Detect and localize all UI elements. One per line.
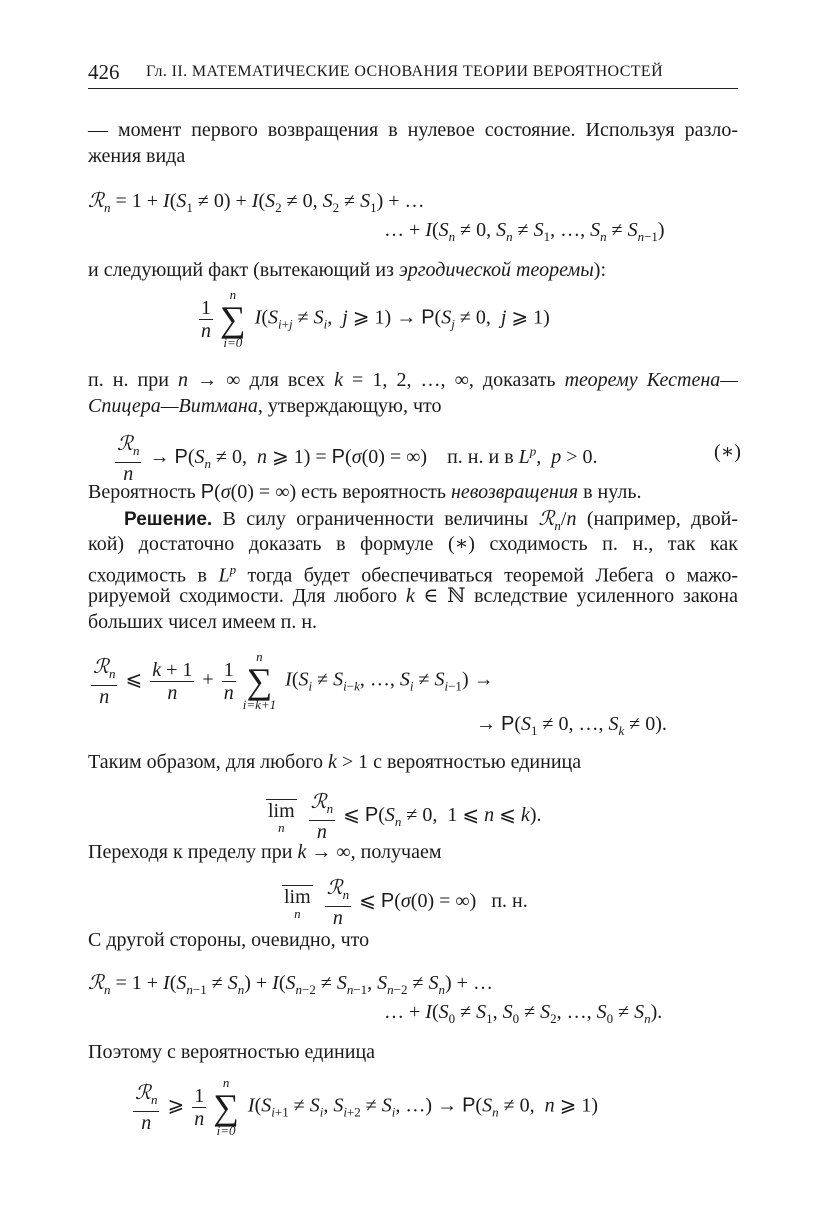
equation-slln-line1: $\frac{ℛ_n}{n}$ ⩽ $\frac{k + 1}{n}$ + $\frac{1}{n}$ n ∑ i=k+1 $I(S_i \ne S_{i-k}$, …, $S_i \ne S_{i-1}$) → bbox=[93, 649, 494, 712]
equation-rn-expansion-line1: ℛ$_n$ = $1 + I(S_1 \ne 0) + I(S_2 \ne 0$, $S_2 \ne S_1$) + … bbox=[88, 188, 425, 215]
text-line: Вероятность P(σ(0) = ∞) есть вероятность невозвращения в нуль. bbox=[88, 481, 642, 503]
equation-rn-reverse-line1: ℛ$_n$ = $1 + I(S_{n-1} \ne S_n) + I(S_{n-2} \ne S_{n-1}$, $S_{n-2} \ne S_n$) + … bbox=[88, 970, 493, 997]
text-line: — момент первого возвращения в нулевое состояние. Используя разло- bbox=[88, 119, 738, 141]
equation-ergodic: $\frac{1}{n}$ n ∑ i=0 $I(S_{i+j} \ne S_i$, j ⩾ $1) \to P(S_j \ne 0$, j ⩾ 1) bbox=[201, 287, 550, 350]
text-line: п. н. при n → ∞ для всех k = 1, 2, …, ∞, доказать теорему Кестена— bbox=[88, 369, 739, 391]
text-line: Спицера—Витмана, утверждающую, что bbox=[88, 395, 442, 417]
equation-tag-star: (∗) bbox=[714, 441, 741, 463]
text-line: Решение. В силу ограниченности величины ℛ$_n$/n (например, двой- bbox=[124, 506, 738, 533]
equation-kesten-spitzer-whitman: $\frac{ℛ_n}{n}$ → $P(S_n \ne 0$, n ⩾ 1) = P(σ(0) = ∞) п. н. и в $L^p$, p > 0. bbox=[117, 431, 598, 485]
text-line: С другой стороны, очевидно, что bbox=[88, 929, 370, 951]
text-line: Переходя к пределу при k → ∞, получаем bbox=[88, 841, 442, 863]
equation-lower-bound: $\frac{ℛ_n}{n}$ ⩾ $\frac{1}{n}$ n ∑ i=0 $I(S_{i+1} \ne S_i$, $S_{i+2} \ne S_i$, …) → $P(S_n \ne 0$, n ⩾ 1) bbox=[135, 1075, 598, 1138]
solution-label: Решение. bbox=[124, 509, 213, 530]
equation-limsup-k: lim n $\frac{ℛ_n}{n}$ ⩽ $P(S_n \ne 0$, 1 ⩽ n ⩽ k). bbox=[268, 789, 542, 843]
text-line: сходимость в $L^p$ тогда будет обеспечиваться теоремой Лебега о мажо- bbox=[88, 562, 738, 587]
text-line: рируемой сходимости. Для любого k ∈ ℕ вследствие усиленного закона bbox=[88, 585, 738, 607]
equation-rn-expansion-line2: … + $I(S_n \ne 0$, $S_n \ne S_1$, …, $S_n \ne S_{n-1}$) bbox=[384, 219, 665, 244]
text-line: кой) достаточно доказать в формуле (∗) сходимость п. н., так как bbox=[88, 533, 738, 555]
running-header bbox=[88, 56, 738, 89]
equation-slln-line2: → $P(S_1 \ne 0$, …, $S_k \ne 0$). bbox=[476, 713, 667, 738]
text-line: Поэтому с вероятностью единица bbox=[88, 1041, 376, 1063]
running-title: Гл. II. МАТЕМАТИЧЕСКИЕ ОСНОВАНИЯ ТЕОРИИ ВЕРОЯТНОСТЕЙ bbox=[146, 63, 664, 80]
text-line: и следующий факт (вытекающий из эргодической теоремы): bbox=[88, 259, 606, 281]
text-line: Таким образом, для любого k > 1 с вероятностью единица bbox=[88, 751, 582, 773]
equation-rn-reverse-line2: … + $I(S_0 \ne S_1$, $S_0 \ne S_2$, …, $S_0 \ne S_n$). bbox=[384, 1001, 663, 1026]
equation-limsup-infinity: lim n $\frac{ℛ_n}{n}$ ⩽ P(σ(0) = ∞) п. н. bbox=[284, 875, 528, 929]
text-line: жения вида bbox=[88, 145, 186, 167]
text-line: больших чисел имеем п. н. bbox=[88, 611, 318, 633]
page-number: 426 bbox=[88, 60, 120, 84]
